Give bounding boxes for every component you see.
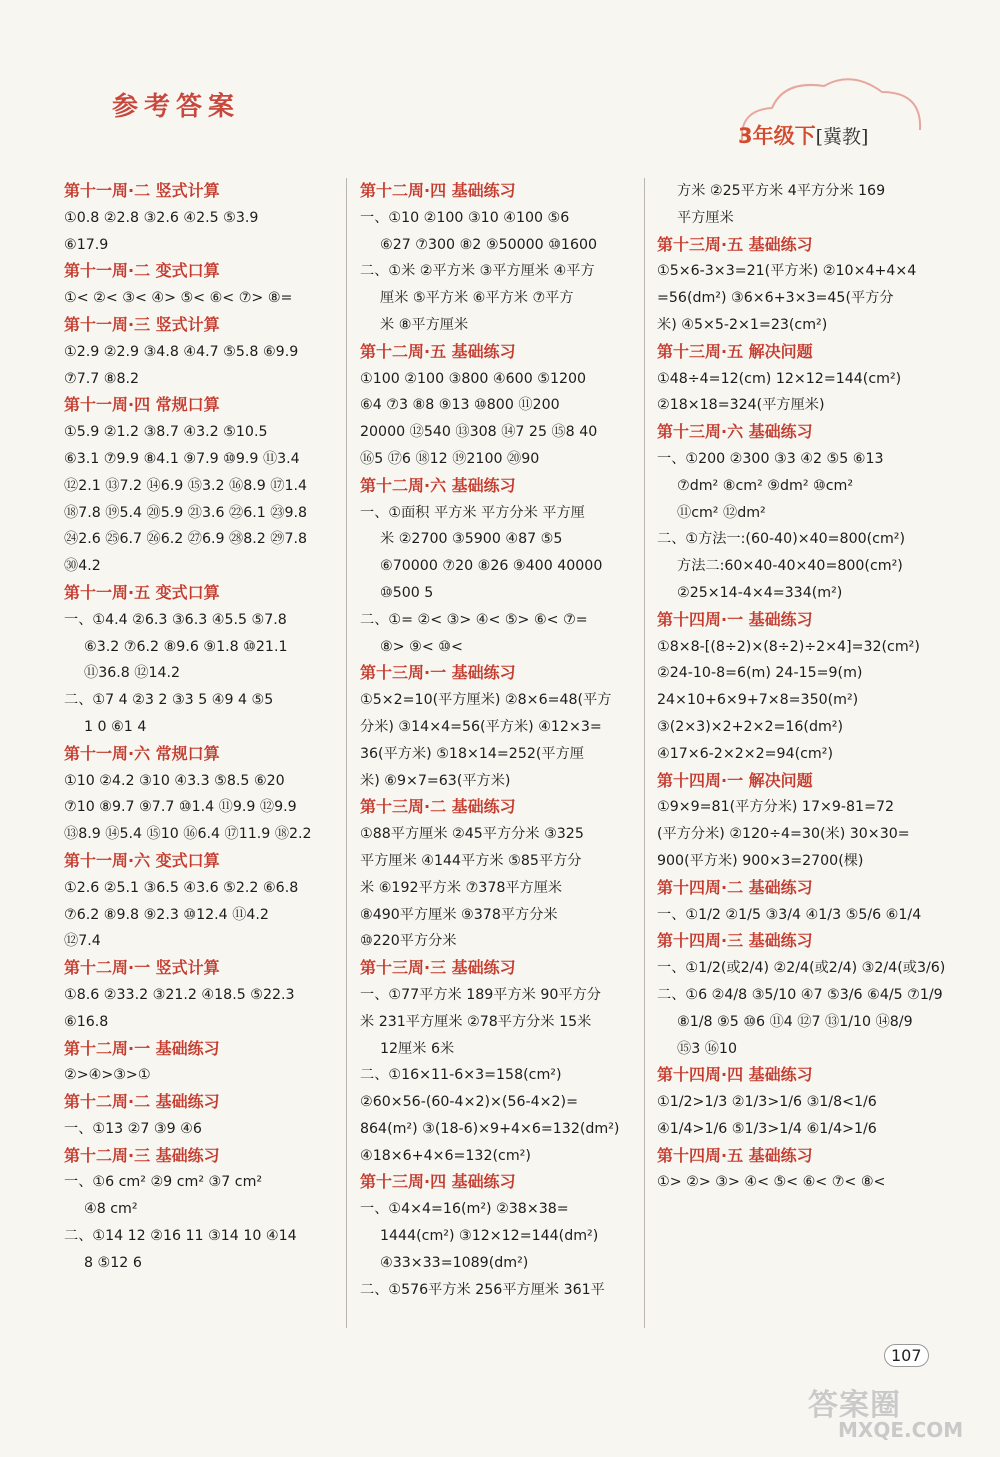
answer-line: 二、①= ②< ③> ④< ⑤> ⑥< ⑦= bbox=[360, 611, 588, 628]
answer-line: 方米 ②25平方米 4平方分米 169 bbox=[677, 183, 886, 199]
answer-line: 24×10+6×9+7×8=350(m²) bbox=[657, 692, 859, 709]
section-heading: 第十三周·二 基础练习 bbox=[360, 797, 516, 817]
answer-line: (平方分米) ②120÷4=30(米) 30×30= bbox=[657, 826, 910, 843]
watermark-url: MXQE.COM bbox=[838, 1418, 964, 1442]
section-heading: 第十四周·一 解决问题 bbox=[657, 770, 813, 790]
section-heading: 第十二周·四 基础练习 bbox=[360, 181, 516, 200]
answer-line: 米) ④5×5-2×1=23(cm²) bbox=[657, 316, 828, 333]
answer-line: ⑮3 ⑯10 bbox=[677, 1040, 737, 1057]
answer-line: ①< ②< ③< ④> ⑤< ⑥< ⑦> ⑧= bbox=[64, 290, 293, 307]
answer-line: 二、①6 ②4/8 ③5/10 ④7 ⑤3/6 ⑥4/5 ⑦1/9 bbox=[657, 986, 943, 1003]
answer-line: ④17×6-2×2×2=94(cm²) bbox=[657, 745, 833, 762]
answer-line: ⑥17.9 bbox=[64, 236, 109, 253]
answer-line: ⑦7.7 ⑧8.2 bbox=[64, 370, 140, 387]
answer-line: ⑯5 ⑰6 ⑱12 ⑲2100 ⑳90 bbox=[360, 450, 540, 467]
answer-line: ⑫7.4 bbox=[64, 933, 101, 950]
edition-label: [冀教] bbox=[815, 126, 869, 148]
answer-line: ①2.9 ②2.9 ③4.8 ④4.7 ⑤5.8 ⑥9.9 bbox=[64, 343, 299, 360]
answer-line: 一、①面积 平方米 平方分米 平方厘 bbox=[360, 504, 585, 521]
answer-line: 二、①米 ②平方米 ③平方厘米 ④平方 bbox=[360, 263, 595, 280]
answer-line: ⑪36.8 ⑫14.2 bbox=[84, 665, 181, 682]
section-heading: 第十四周·五 基础练习 bbox=[657, 1145, 813, 1165]
answer-line: 平方厘米 bbox=[677, 209, 734, 226]
answer-line: 平方厘米 ④144平方米 ⑤85平方分 bbox=[360, 852, 582, 869]
answer-line: 二、①方法一:(60-40)×40=800(cm²) bbox=[657, 531, 906, 548]
answer-line: ①1/2>1/3 ②1/3>1/6 ③1/8<1/6 bbox=[657, 1094, 877, 1111]
section-heading: 第十一周·二 竖式计算 bbox=[64, 181, 220, 200]
answer-line: ①48÷4=12(cm) 12×12=144(cm²) bbox=[657, 370, 902, 387]
section-heading: 第十四周·三 基础练习 bbox=[657, 931, 813, 951]
answer-line: ①> ②> ③> ④< ⑤< ⑥< ⑦< ⑧< bbox=[657, 1174, 886, 1191]
answer-line: ⑩500 5 bbox=[380, 584, 434, 601]
column-divider bbox=[644, 178, 645, 1328]
answer-line: ②18×18=324(平方厘米) bbox=[657, 397, 825, 414]
answer-line: ⑥3.1 ⑦9.9 ⑧4.1 ⑨7.9 ⑩9.9 ⑪3.4 bbox=[64, 450, 300, 467]
section-heading: 第十三周·四 基础练习 bbox=[360, 1172, 516, 1192]
section-heading: 第十一周·二 变式口算 bbox=[64, 261, 220, 281]
answer-line: 一、①77平方米 189平方米 90平方分 bbox=[360, 986, 601, 1003]
answer-line: =56(dm²) ③6×6+3×3=45(平方分 bbox=[657, 290, 894, 307]
section-heading: 第十二周·五 基础练习 bbox=[360, 341, 516, 361]
answer-line: ②60×56-(60-4×2)×(56-4×2)= bbox=[360, 1094, 578, 1111]
section-heading: 第十四周·二 基础练习 bbox=[657, 877, 813, 897]
answer-line: ①100 ②100 ③800 ④600 ⑤1200 bbox=[360, 370, 587, 387]
answer-line: 二、①14 12 ②16 11 ③14 10 ④14 bbox=[64, 1228, 297, 1245]
answer-line: 8 ⑤12 6 bbox=[84, 1254, 142, 1271]
section-heading: 第十一周·四 常规口算 bbox=[64, 395, 220, 415]
section-heading: 第十四周·一 基础练习 bbox=[657, 609, 813, 629]
answer-line: ①5.9 ②1.2 ③8.7 ④3.2 ⑤10.5 bbox=[64, 424, 268, 441]
section-heading: 第十一周·五 变式口算 bbox=[64, 582, 220, 602]
answer-line: ①5×6-3×3=21(平方米) ②10×4+4×4 bbox=[657, 263, 917, 280]
section-heading: 第十二周·一 基础练习 bbox=[64, 1038, 220, 1058]
answer-line: 一、①4×4=16(m²) ②38×38= bbox=[360, 1201, 569, 1218]
section-heading: 第十二周·三 基础练习 bbox=[64, 1145, 220, 1165]
answer-line: ①0.8 ②2.8 ③2.6 ④2.5 ⑤3.9 bbox=[64, 209, 259, 226]
answer-line: ㉚4.2 bbox=[64, 558, 101, 575]
answer-line: ⑫2.1 ⑬7.2 ⑭6.9 ⑮3.2 ⑯8.9 ⑰1.4 bbox=[64, 477, 308, 494]
answer-line: 厘米 ⑤平方米 ⑥平方米 ⑦平方 bbox=[380, 290, 574, 307]
answer-line: 864(m²) ③(18-6)×9+4×6=132(dm²) bbox=[360, 1120, 620, 1137]
answer-line: ①8×8-[(8÷2)×(8÷2)÷2×4]=32(cm²) bbox=[657, 638, 920, 655]
answer-line: ⑧490平方厘米 ⑨378平方分米 bbox=[360, 906, 558, 923]
answer-line: ⑦6.2 ⑧9.8 ⑨2.3 ⑩12.4 ⑪4.2 bbox=[64, 906, 269, 923]
answer-line: ①88平方厘米 ②45平方分米 ③325 bbox=[360, 826, 584, 843]
section-heading: 第十一周·六 常规口算 bbox=[64, 743, 220, 763]
answer-line: 二、①16×11-6×3=158(cm²) bbox=[360, 1067, 562, 1084]
answer-line: ②24-10-8=6(m) 24-15=9(m) bbox=[657, 665, 863, 682]
answer-line: ④18×6+4×6=132(cm²) bbox=[360, 1147, 531, 1164]
answer-line: 米 ②2700 ③5900 ④87 ⑤5 bbox=[380, 531, 563, 548]
answer-line: ⑥27 ⑦300 ⑧2 ⑨50000 ⑩1600 bbox=[380, 236, 598, 253]
answer-line: ⑧> ⑨< ⑩< bbox=[380, 638, 463, 655]
answer-line: 米) ⑥9×7=63(平方米) bbox=[360, 772, 511, 789]
answer-line: ①10 ②4.2 ③10 ④3.3 ⑤8.5 ⑥20 bbox=[64, 772, 285, 789]
answer-line: ⑱7.8 ⑲5.4 ⑳5.9 ㉑3.6 ㉒6.1 ㉓9.8 bbox=[64, 504, 308, 521]
answer-line: ①2.6 ②5.1 ③6.5 ④3.6 ⑤2.2 ⑥6.8 bbox=[64, 879, 299, 896]
answer-line: 36(平方米) ⑤18×14=252(平方厘 bbox=[360, 745, 584, 762]
answer-line: 二、①7 4 ②3 2 ③3 5 ④9 4 ⑤5 bbox=[64, 692, 274, 709]
answer-line: 一、①1/2 ②1/5 ③3/4 ④1/3 ⑤5/6 ⑥1/4 bbox=[657, 906, 922, 923]
answer-line: ③(2×3)×2+2×2=16(dm²) bbox=[657, 718, 843, 735]
answer-line: ②25×14-4×4=334(m²) bbox=[677, 584, 843, 601]
answer-column-2 bbox=[360, 178, 635, 1303]
section-heading: 第十三周·三 基础练习 bbox=[360, 958, 516, 978]
answer-line: ⑥3.2 ⑦6.2 ⑧9.6 ⑨1.8 ⑩21.1 bbox=[84, 638, 288, 655]
watermark-logo: 答案圈 bbox=[808, 1388, 901, 1423]
answer-line: 一、①200 ②300 ③3 ④2 ⑤5 ⑥13 bbox=[657, 450, 884, 467]
answer-line: 二、①576平方米 256平方厘米 361平 bbox=[360, 1281, 605, 1298]
section-heading: 第十三周·五 基础练习 bbox=[657, 234, 813, 254]
section-heading: 第十三周·一 基础练习 bbox=[360, 663, 516, 683]
answer-line: ⑩220平方分米 bbox=[360, 933, 457, 950]
answer-column-3 bbox=[657, 178, 947, 1196]
answer-line: ⑦10 ⑧9.7 ⑨7.7 ⑩1.4 ⑪9.9 ⑫9.9 bbox=[64, 799, 297, 816]
answer-line: 分米) ③14×4=56(平方米) ④12×3= bbox=[360, 718, 602, 735]
answer-line: ①5×2=10(平方厘米) ②8×6=48(平方 bbox=[360, 692, 612, 709]
page-title: 参考答案 bbox=[112, 92, 241, 122]
section-heading: 第十二周·六 基础练习 bbox=[360, 475, 516, 495]
answer-line: 一、①4.4 ②6.3 ③6.3 ④5.5 ⑤7.8 bbox=[64, 611, 287, 628]
answer-line: ②>④>③>① bbox=[64, 1067, 151, 1084]
answer-column-1 bbox=[64, 178, 339, 1277]
answer-line: ①8.6 ②33.2 ③21.2 ④18.5 ⑤22.3 bbox=[64, 986, 295, 1003]
answer-line: 一、①1/2(或2/4) ②2/4(或2/4) ③2/4(或3/6) bbox=[657, 960, 946, 977]
answer-line: ⑥16.8 bbox=[64, 1013, 109, 1030]
section-heading: 第十三周·五 解决问题 bbox=[657, 341, 813, 361]
answer-line: 1444(cm²) ③12×12=144(dm²) bbox=[380, 1228, 599, 1245]
answer-line: 1 0 ⑥1 4 bbox=[84, 718, 147, 735]
answer-line: ⑦dm² ⑧cm² ⑨dm² ⑩cm² bbox=[677, 477, 854, 494]
section-heading: 第十一周·三 竖式计算 bbox=[64, 314, 220, 334]
section-heading: 第十二周·一 竖式计算 bbox=[64, 958, 220, 978]
answer-line: 900(平方米) 900×3=2700(棵) bbox=[657, 852, 864, 869]
answer-line: 20000 ⑫540 ⑬308 ⑭7 25 ⑮8 40 bbox=[360, 424, 598, 441]
answer-line: 米 ⑥192平方米 ⑦378平方厘米 bbox=[360, 879, 563, 896]
section-heading: 第十一周·六 变式口算 bbox=[64, 850, 220, 870]
answer-line: 一、①10 ②100 ③10 ④100 ⑤6 bbox=[360, 209, 570, 226]
answer-line: 一、①6 cm² ②9 cm² ③7 cm² bbox=[64, 1174, 263, 1191]
section-heading: 第十四周·四 基础练习 bbox=[657, 1065, 813, 1085]
answer-line: ⑥70000 ⑦20 ⑧26 ⑨400 40000 bbox=[380, 558, 603, 575]
answer-line: 米 ⑧平方厘米 bbox=[380, 316, 469, 333]
grade-text: 3年级下 bbox=[738, 124, 816, 148]
column-divider bbox=[346, 178, 347, 1328]
answer-line: ④8 cm² bbox=[84, 1201, 138, 1218]
grade-label bbox=[738, 120, 868, 150]
section-heading: 第十二周·二 基础练习 bbox=[64, 1092, 220, 1112]
answer-line: ⑧1/8 ⑨5 ⑩6 ⑪4 ⑫7 ⑬1/10 ⑭8/9 bbox=[677, 1013, 913, 1030]
answer-line: 一、①13 ②7 ③9 ④6 bbox=[64, 1120, 202, 1137]
section-heading: 第十三周·六 基础练习 bbox=[657, 422, 813, 442]
answer-line: 方法二:60×40-40×40=800(cm²) bbox=[677, 558, 903, 575]
answer-line: ⑬8.9 ⑭5.4 ⑮10 ⑯6.4 ⑰11.9 ⑱2.2 bbox=[64, 826, 312, 843]
page-number: 107 bbox=[884, 1344, 929, 1367]
answer-line: ④33×33=1089(dm²) bbox=[380, 1254, 529, 1271]
answer-line: ⑥4 ⑦3 ⑧8 ⑨13 ⑩800 ⑪200 bbox=[360, 397, 560, 414]
answer-line: 12厘米 6米 bbox=[380, 1040, 455, 1057]
answer-line: 米 231平方厘米 ②78平方分米 15米 bbox=[360, 1013, 592, 1030]
answer-line: ①9×9=81(平方分米) 17×9-81=72 bbox=[657, 799, 895, 816]
answer-line: ⑪cm² ⑫dm² bbox=[677, 504, 766, 521]
answer-line: ㉔2.6 ㉕6.7 ㉖6.2 ㉗6.9 ㉘8.2 ㉙7.8 bbox=[64, 531, 308, 548]
answer-line: ④1/4>1/6 ⑤1/3>1/4 ⑥1/4>1/6 bbox=[657, 1120, 877, 1137]
